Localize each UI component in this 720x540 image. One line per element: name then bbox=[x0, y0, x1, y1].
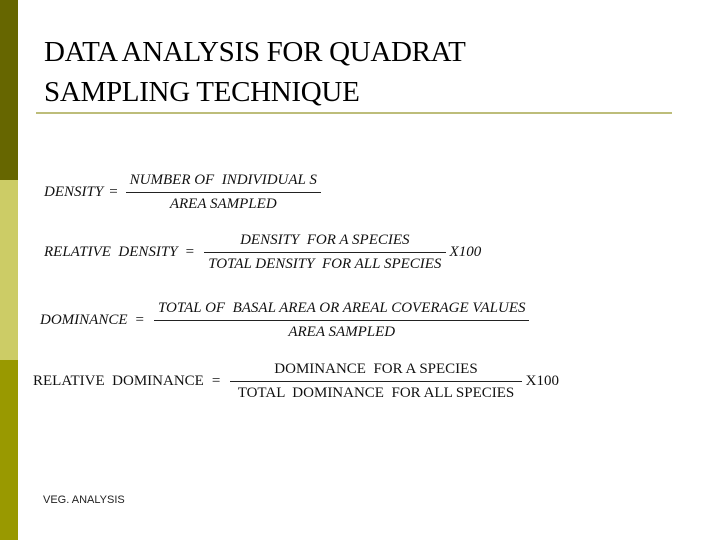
fraction bbox=[154, 300, 530, 341]
equals-sign: = bbox=[109, 184, 118, 200]
dominance-equation bbox=[40, 300, 533, 341]
slide-title bbox=[44, 32, 466, 112]
sidebar-band-bottom bbox=[0, 360, 18, 540]
numerator: TOTAL OF BASAL AREA OR AREAL COVERAGE VALUES bbox=[154, 300, 530, 321]
equals-sign: = bbox=[185, 244, 195, 260]
equation-lhs: RELATIVE DOMINANCE bbox=[33, 373, 204, 389]
equation-lhs: RELATIVE DENSITY bbox=[44, 244, 178, 260]
multiplier: X100 bbox=[449, 244, 482, 260]
numerator: NUMBER OF INDIVIDUAL S bbox=[126, 172, 321, 193]
denominator: AREA SAMPLED bbox=[169, 196, 277, 212]
relative-density-equation bbox=[44, 232, 481, 273]
equation-lhs: DENSITY bbox=[44, 184, 104, 200]
fraction bbox=[126, 172, 321, 213]
denominator: TOTAL DOMINANCE FOR ALL SPECIES bbox=[237, 385, 515, 401]
sidebar-band-top bbox=[0, 0, 18, 180]
numerator: DOMINANCE FOR A SPECIES bbox=[230, 361, 521, 382]
equation-lhs: DOMINANCE bbox=[40, 312, 128, 328]
equals-sign: = bbox=[135, 312, 144, 328]
multiplier: X100 bbox=[525, 373, 560, 389]
sidebar-band-middle bbox=[0, 180, 18, 360]
slide-footer: VEG. ANALYSIS bbox=[43, 494, 125, 506]
fraction bbox=[230, 361, 521, 402]
fraction bbox=[204, 232, 445, 273]
numerator: DENSITY FOR A SPECIES bbox=[204, 232, 445, 253]
title-underline bbox=[36, 112, 672, 114]
denominator: TOTAL DENSITY FOR ALL SPECIES bbox=[208, 256, 442, 272]
density-equation bbox=[44, 172, 325, 213]
title-line-1: DATA ANALYSIS FOR QUADRAT bbox=[44, 36, 466, 68]
title-line-2: SAMPLING TECHNIQUE bbox=[44, 76, 360, 108]
denominator: AREA SAMPLED bbox=[288, 324, 396, 340]
relative-dominance-equation bbox=[33, 361, 559, 402]
equals-sign: = bbox=[211, 373, 221, 389]
